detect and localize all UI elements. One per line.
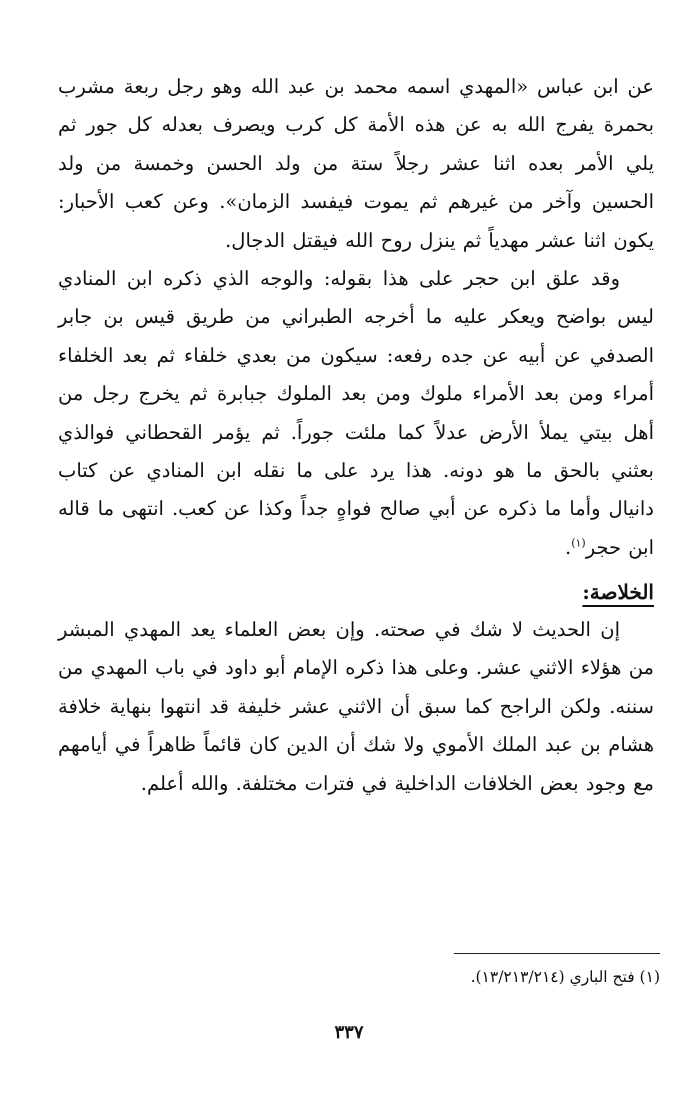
footnote-reference: (١) — [571, 536, 586, 550]
paragraph-2-text: وقد علق ابن حجر على هذا بقوله: والوجه الذي ذكره ابن المنادي ليس بواضح ويعكر عليه ما أخرجه الطبراني من طريق قيس بن جابر الصدفي عن أبيه عن جده رفعه: سيكون من بعدي خلفاء ثم بعد الخلفاء أمراء ومن بعد الأمراء ملوك ومن بعد الملوك جبابرة ثم يخرج رجل من أهل بيتي يملأ الأرض عدلاً كما ملئت جوراً. ثم يؤمر القحطاني فوالذي بعثني بالحق ما هو دونه. هذا يرد على ما نقله ابن المنادي عن كتاب دانيال وأما ما ذكره عن أبي صالح فواهٍ جداً وكذا عن كعب. انتهى ما قاله ابن حجر — [58, 267, 654, 559]
footnote-divider — [454, 953, 660, 954]
section-heading: الخلاصة: — [582, 580, 654, 604]
footnote: (١) فتح الباري (١٣/٢١٣/٢١٤). — [470, 968, 660, 986]
page-number: ٣٣٧ — [334, 1022, 364, 1043]
paragraph-3: إن الحديث لا شك في صحته. وإن بعض العلماء يعد المهدي المبشر من هؤلاء الاثني عشر. وعلى هذا ذكره الإمام أبو داود في باب المهدي من سننه. ولكن الراجح كما سبق أن الاثني عشر خليفة قد انتهوا بنهاية خلافة هشام بن عبد الملك الأموي ولا شك أن الدين كان قائماً ظاهراً في أيامهم مع وجود بعض الخلافات الداخلية في فترات مختلفة. والله أعلم. — [58, 618, 654, 795]
paragraph-1: عن ابن عباس «المهدي اسمه محمد بن عبد الله وهو رجل ربعة مشرب بحمرة يفرج الله به عن هذه الأمة كل كرب ويصرف بعدله كل جور ثم يلي الأمر بعده اثنا عشر رجلاً ستة من ولد الحسن وخمسة من ولد الحسين وآخر من غيرهم ثم يموت فيفسد الزمان». وعن كعب الأحبار: يكون اثنا عشر مهدياً ثم ينزل روح الله فيقتل الدجال. — [58, 75, 654, 252]
paragraph-2-end: . — [564, 535, 572, 559]
paragraph-2 — [58, 260, 654, 567]
